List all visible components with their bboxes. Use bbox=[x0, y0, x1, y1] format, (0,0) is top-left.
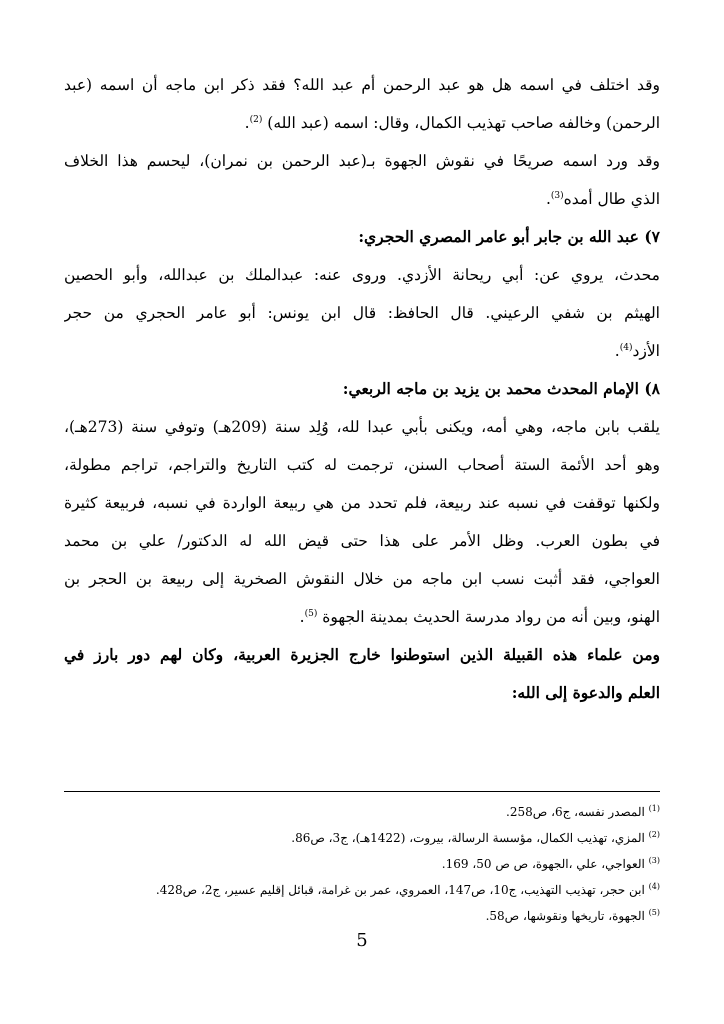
page-number: 5 bbox=[356, 930, 368, 951]
footnote-ref: (5) bbox=[304, 608, 318, 619]
footnote-number: (5) bbox=[648, 908, 660, 917]
footnote-ref: (2) bbox=[249, 114, 263, 125]
footnote: $^{(2)}$ المزي، تهذيب الكمال، مؤسسة الرسالة، بيروت، (1422هـ)، ج3، ص86. bbox=[291, 830, 660, 845]
body-line: الهيثم بن شفي الرعيني. قال الحافظ: قال ابن يونس: أبو عامر الحجري من حجر bbox=[64, 304, 660, 322]
section-heading: ٧) عبد الله بن جابر أبو عامر المصري الحجري: bbox=[358, 227, 660, 246]
footnote-number: (4) bbox=[648, 882, 660, 891]
footnote-number: (2) bbox=[648, 830, 660, 839]
footnotes bbox=[64, 799, 660, 929]
body-line: يلقب بابن ماجه، وهي أمه، ويكنى بأبي عبدا لله، وُلِد سنة (209هـ) وتوفي سنة (273هـ)، bbox=[64, 418, 660, 436]
footnote-number: (3) bbox=[648, 856, 660, 865]
section-heading: ٨) الإمام المحدث محمد بن يزيد بن ماجه الربعي: bbox=[342, 379, 660, 398]
body-line: الذي طال أمده$^{(3)}$. bbox=[545, 190, 660, 208]
footnote-number: (1) bbox=[648, 804, 660, 813]
footnote-ref: (4) bbox=[619, 342, 633, 353]
body-line: العواجي، فقد أثبت نسب ابن ماجه من خلال النقوش الصخرية إلى ربيعة بن الحجر بن bbox=[64, 570, 660, 588]
body-line: وقد ورد اسمه صريحًا في نقوش الجهوة بـ(عبد الرحمن بن نمران)، ليحسم هذا الخلاف bbox=[64, 152, 660, 170]
body-line: الهنو، وبين أنه من رواد مدرسة الحديث بمدينة الجهوة $^{(5)}$. bbox=[299, 608, 660, 626]
bold-paragraph-line: ومن علماء هذه القبيلة الذين استوطنوا خارج الجزيرة العربية، وكان لهم دور بارز في bbox=[64, 645, 660, 664]
footnote-ref: (3) bbox=[550, 190, 564, 201]
body-line: الرحمن) وخالفه صاحب تهذيب الكمال، وقال: اسمه (عبد الله) $^{(2)}$. bbox=[244, 114, 660, 132]
body-line: في بطون العرب. وظل الأمر على هذا حتى قيض الله له الدكتور/ علي بن محمد bbox=[64, 532, 660, 550]
body-line: وهو أحد الأئمة الستة أصحاب السنن، ترجمت له كتب التاريخ والتراجم، تراجم مطولة، bbox=[64, 456, 660, 474]
body-line: الأزد$^{(4)}$. bbox=[614, 342, 660, 360]
body-line: ولكنها توقفت في نسبه عند ربيعة، فلم تحدد من هي ربيعة الواردة في نسبه، فربيعة كثيرة bbox=[64, 494, 660, 512]
footnote: $^{(4)}$ ابن حجر، تهذيب التهذيب، ج10، ص147، العمروي، عمر بن غرامة، قبائل إقليم عسير، ج2، ص428. bbox=[155, 882, 660, 897]
footnote: $^{(5)}$ الجهوة، تاريخها ونقوشها، ص58. bbox=[485, 908, 660, 923]
bold-paragraph-line: العلم والدعوة إلى الله: bbox=[511, 683, 660, 702]
footnote-divider bbox=[64, 791, 660, 792]
footnote: $^{(3)}$ العواجي، علي ،الجهوة، ص ص 50، 169. bbox=[441, 856, 660, 871]
body-line: محدث، يروي عن: أبي ريحانة الأزدي. وروى عنه: عبدالملك بن عبدالله، وأبو الحصين bbox=[64, 266, 660, 284]
footnote: $^{(1)}$ المصدر نفسه، ج6، ص258. bbox=[506, 804, 660, 819]
body-text bbox=[64, 66, 660, 712]
body-line: وقد اختلف في اسمه هل هو عبد الرحمن أم عبد الله؟ فقد ذكر ابن ماجه أن اسمه (عبد bbox=[64, 76, 660, 94]
